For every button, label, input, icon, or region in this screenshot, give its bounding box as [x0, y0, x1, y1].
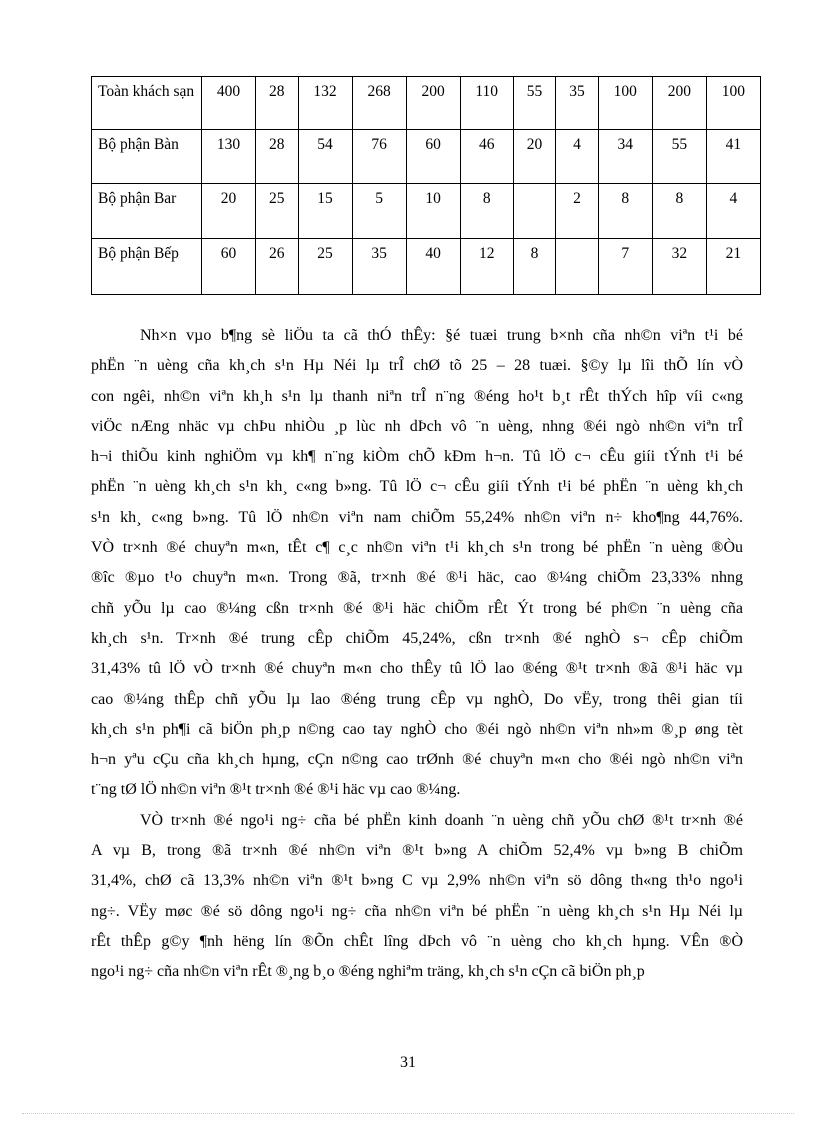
table-cell: [556, 239, 598, 295]
row-label: Bộ phận Bar: [92, 184, 202, 239]
table-cell: 35: [352, 239, 406, 295]
table-cell: 41: [706, 130, 760, 184]
table-row: [92, 77, 761, 130]
paragraph-line: phËn ¨n uèng kh¸ch s¹n kh¸ c«ng b»ng. Tû lÖ c¬ cÊu giíi tÝnh t¹i bé phËn ¨n uèng kh¸ch: [91, 478, 743, 496]
table-cell: 10: [406, 184, 460, 239]
table-cell: [513, 184, 555, 239]
table-row: [92, 130, 761, 184]
table-cell: 12: [460, 239, 513, 295]
table-cell: 55: [652, 130, 706, 184]
table-cell: 15: [298, 184, 352, 239]
table-cell: 26: [256, 239, 298, 295]
table-cell: 130: [202, 130, 256, 184]
table-cell: 40: [406, 239, 460, 295]
row-label: Toàn khách sạn: [92, 77, 202, 130]
table-cell: 32: [652, 239, 706, 295]
staff-table: [91, 76, 761, 295]
table-cell: 100: [706, 77, 760, 130]
body-text: [91, 321, 743, 988]
table-row: [92, 184, 761, 239]
paragraph-line: 31,4%, chØ cã 13,3% nh©n viªn ®¹t b»ng C vµ 2,9% nh©n viªn sö dông th«ng th¹o ngo¹i: [91, 872, 743, 890]
table-row: [92, 239, 761, 295]
paragraph-line: VÒ tr×nh ®é chuyªn m«n, tÊt c¶ c¸c nh©n viªn t¹i kh¸ch s¹n trong bé phËn ¨n uèng ®Òu: [91, 539, 743, 557]
table-cell: 60: [406, 130, 460, 184]
paragraph-line: kh¸ch s¹n ph¶i cã biÖn ph¸p n©ng cao tay nghÒ cho ®éi ngò nh©n viªn nh»m ®¸p øng tèt: [91, 720, 743, 738]
table-cell: 20: [202, 184, 256, 239]
paragraph-line: ngo¹i ng÷ cña nh©n viªn rÊt ®¸ng b¸o ®éng nghiªm träng, kh¸ch s¹n cÇn cã biÖn ph¸p: [91, 963, 645, 981]
table-cell: 8: [652, 184, 706, 239]
table-cell: 200: [652, 77, 706, 130]
table-cell: 5: [352, 184, 406, 239]
paragraph-line: cao ®¼ng thÊp chñ yÕu lµ lao ®éng trung cÊp vµ nghÒ, Do vËy, trong thêi gian tíi: [91, 690, 743, 708]
table-cell: 28: [256, 77, 298, 130]
paragraph-line: viÖc nÆng nhäc vµ chÞu nhiÒu ¸p lùc nh dÞch vô ¨n uèng, nhng ®éi ngò nh©n viªn trÎ: [91, 417, 743, 435]
table-cell: 76: [352, 130, 406, 184]
table-cell: 25: [298, 239, 352, 295]
table-cell: 8: [598, 184, 652, 239]
table-cell: 4: [556, 130, 598, 184]
table-cell: 268: [352, 77, 406, 130]
table-cell: 4: [706, 184, 760, 239]
table-cell: 25: [256, 184, 298, 239]
table-cell: 60: [202, 239, 256, 295]
paragraph-line: ng÷. VËy møc ®é sö dông ngo¹i ng÷ cña nh©n viªn bé phËn ¨n uèng kh¸ch s¹n Hµ Néi lµ: [91, 902, 743, 920]
table-cell: 7: [598, 239, 652, 295]
table-cell: 34: [598, 130, 652, 184]
paragraph-line: ®îc ®µo t¹o chuyªn m«n. Trong ®ã, tr×nh ®é ®¹i häc, cao ®¼ng chiÕm 23,33% nhng: [91, 569, 743, 587]
paragraph-line: A vµ B, trong ®ã tr×nh ®é nh©n viªn ®¹t b»ng A chiÕm 52,4% vµ b»ng B chiÕm: [91, 842, 743, 860]
table-cell: 20: [513, 130, 555, 184]
table-cell: 400: [202, 77, 256, 130]
paragraph-line: h¬i thiÕu kinh nghiÖm vµ kh¶ n¨ng kiÒm chÕ kÐm h¬n. Tû lÖ c¬ cÊu giíi tÝnh t¹i bé: [91, 448, 743, 466]
paragraph-line: Nh×n vµo b¶ng sè liÖu ta cã thÓ thÊy: §é tuæi trung b×nh cña nh©n viªn t¹i bé: [140, 327, 743, 344]
paragraph-line: con ngêi, nh©n viªn kh¸h s¹n lµ thanh niªn trÎ n¨ng ®éng ho¹t b¸t rÊt thÝch hîp víi c«ng: [91, 387, 743, 405]
paragraph-line: t¨ng tØ lÖ nh©n viªn ®¹t tr×nh ®é ®¹i häc vµ cao ®¼ng.: [91, 781, 461, 799]
row-label: Bộ phận Bếp: [92, 239, 202, 295]
paragraph-line: kh¸ch s¹n. Tr×nh ®é trung cÊp chiÕm 45,24%, cßn tr×nh ®é nghÒ s¬ cÊp chiÕm: [91, 629, 743, 647]
table-cell: 100: [598, 77, 652, 130]
table-cell: 2: [556, 184, 598, 239]
staff-table-body: [92, 77, 761, 295]
paragraph-line: chñ yÕu lµ cao ®¼ng cßn tr×nh ®é ®¹i häc chiÕm rÊt Ýt trong bé ph©n ¨n uèng cña: [91, 599, 743, 617]
row-label: Bộ phận Bàn: [92, 130, 202, 184]
page-number: 31: [400, 1054, 416, 1071]
paragraph-line: phËn ¨n uèng cña kh¸ch s¹n Hµ Néi lµ trÎ chØ tõ 25 – 28 tuæi. §©y lµ lîi thÕ lín vÒ: [91, 357, 743, 375]
footer-divider: [22, 1113, 794, 1114]
table-cell: 8: [460, 184, 513, 239]
paragraph-line: s¹n kh¸ c«ng b»ng. Tû lÖ nh©n viªn nam chiÕm 55,24% nh©n viªn n÷ kho¶ng 44,76%.: [91, 508, 743, 526]
table-cell: 21: [706, 239, 760, 295]
paragraph-line: h¬n yªu cÇu cña kh¸ch hµng, cÇn n©ng cao trØnh ®é chuyªn m«n cho ®éi ngò nh©n viªn: [91, 751, 743, 769]
table-cell: 55: [513, 77, 555, 130]
table-cell: 8: [513, 239, 555, 295]
table-cell: 54: [298, 130, 352, 184]
table-cell: 200: [406, 77, 460, 130]
table-cell: 110: [460, 77, 513, 130]
table-cell: 35: [556, 77, 598, 130]
table-cell: 46: [460, 130, 513, 184]
paragraph-line: rÊt thÊp g©y ¶nh hëng lín ®Õn chÊt lîng dÞch vô ¨n uèng cho kh¸ch hµng. VÊn ®Ò: [91, 932, 743, 950]
table-cell: 132: [298, 77, 352, 130]
paragraph-line: 31,43% tû lÖ vÒ tr×nh ®é chuyªn m«n cho thÊy tû lÖ lao ®éng ®¹t tr×nh ®ã ®¹i häc vµ: [91, 660, 743, 678]
table-cell: 28: [256, 130, 298, 184]
paragraph-line: VÒ tr×nh ®é ngo¹i ng÷ cña bé phËn kinh doanh ¨n uèng chñ yÕu chØ ®¹t tr×nh ®é: [140, 811, 743, 829]
